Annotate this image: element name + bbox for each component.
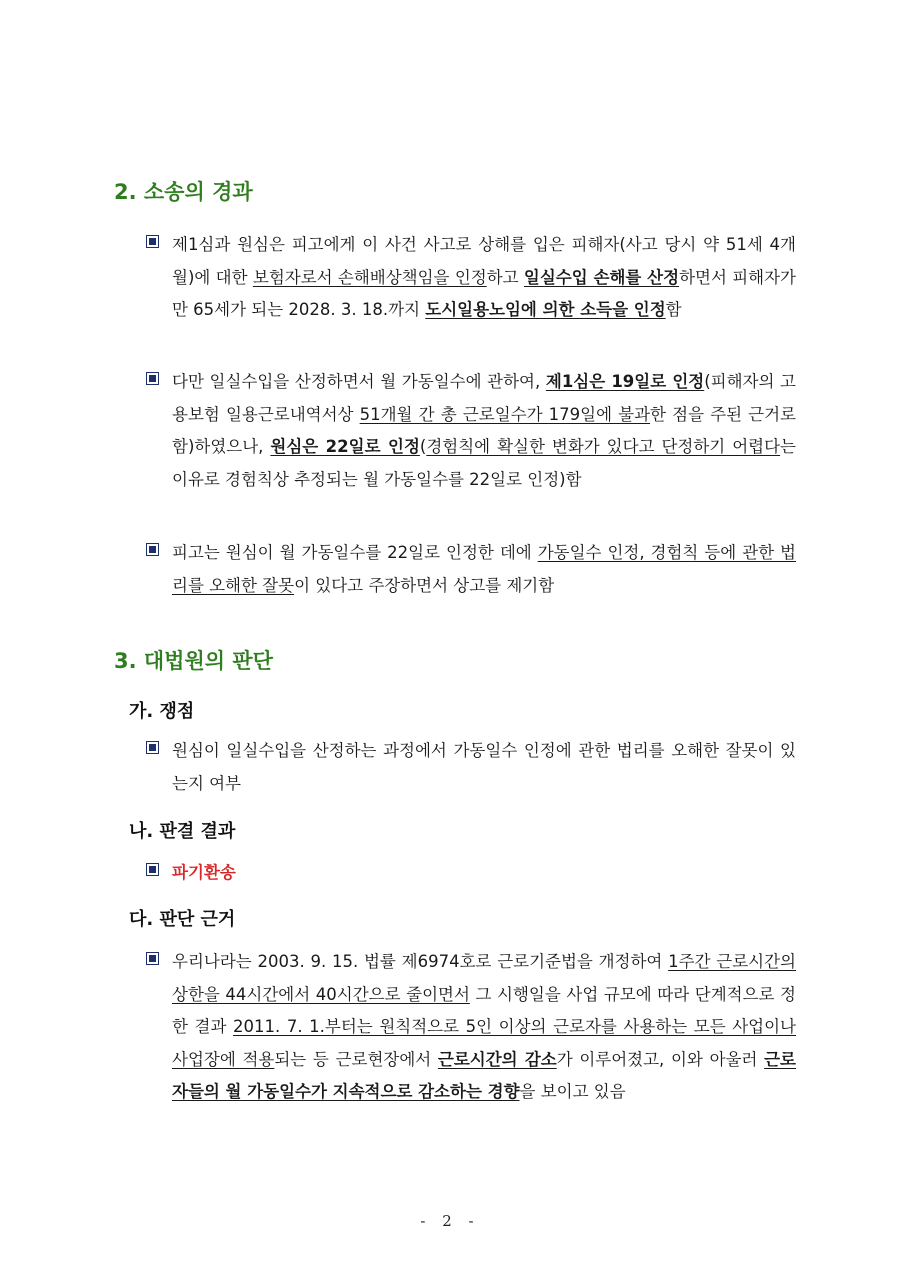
list-item xyxy=(146,946,796,1109)
result-text: 파기환송 xyxy=(172,863,236,882)
subheading-issue: 가. 쟁점 xyxy=(129,701,195,722)
bullet-text: 원심이 일실수입을 산정하는 과정에서 가동일수 인정에 관한 법리를 오해한 잘못이 있는지 여부 xyxy=(172,741,796,793)
bullet-text: 다만 일실수입을 산정하면서 월 가동일수에 관하여, 제1심은 19일로 인정(피해자의 고용보험 일용근로내역서상 51개월 간 총 근로일수가 179일에 불과한 점을 주된 근거로 함)하였으나, 원심은 22일로 인정(경험칙에 확실한 변화가 있다고 단정하기 어렵다는 이유로 경험칙상 추정되는 월 가동일수를 22일로 인정)함 xyxy=(172,372,796,489)
square-bullet-icon xyxy=(146,372,159,385)
square-bullet-icon xyxy=(146,863,159,876)
square-bullet-icon xyxy=(146,741,159,754)
subheading-reasoning: 다. 판단 근거 xyxy=(129,909,236,930)
subheading-result: 나. 판결 결과 xyxy=(129,821,236,842)
list-item xyxy=(146,366,796,496)
list-item xyxy=(146,857,796,890)
square-bullet-icon xyxy=(146,235,159,248)
page-number: - 2 - xyxy=(420,1212,480,1230)
section-3-heading: 3. 대법원의 판단 xyxy=(114,649,273,673)
bullet-text: 피고는 원심이 월 가동일수를 22일로 인정한 데에 가동일수 인정, 경험칙 등에 관한 법리를 오해한 잘못이 있다고 주장하면서 상고를 제기함 xyxy=(172,543,796,595)
bullet-text: 우리나라는 2003. 9. 15. 법률 제6974호로 근로기준법을 개정하여 1주간 근로시간의 상한을 44시간에서 40시간으로 줄이면서 그 시행일을 사업 규모에 따라 단계적으로 정한 결과 2011. 7. 1.부터는 원칙적으로 5인 이상의 근로자를 사용하는 모든 사업이나 사업장에 적용되는 등 근로현장에서 근로시간의 감소가 이루어졌고, 이와 아울러 근로자들의 월 가동일수가 지속적으로 감소하는 경향을 보이고 있음 xyxy=(172,952,797,1101)
list-item xyxy=(146,229,796,327)
square-bullet-icon xyxy=(146,952,159,965)
bullet-text: 제1심과 원심은 피고에게 이 사건 사고로 상해를 입은 피해자(사고 당시 약 51세 4개월)에 대한 보험자로서 손해배상책임을 인정하고 일실수입 손해를 산정하면서 피해자가 만 65세가 되는 2028. 3. 18.까지 도시일용노임에 의한 소득을 인정함 xyxy=(172,235,796,319)
section-2-heading: 2. 소송의 경과 xyxy=(114,180,253,204)
square-bullet-icon xyxy=(146,543,159,556)
list-item xyxy=(146,735,796,800)
list-item xyxy=(146,537,796,602)
